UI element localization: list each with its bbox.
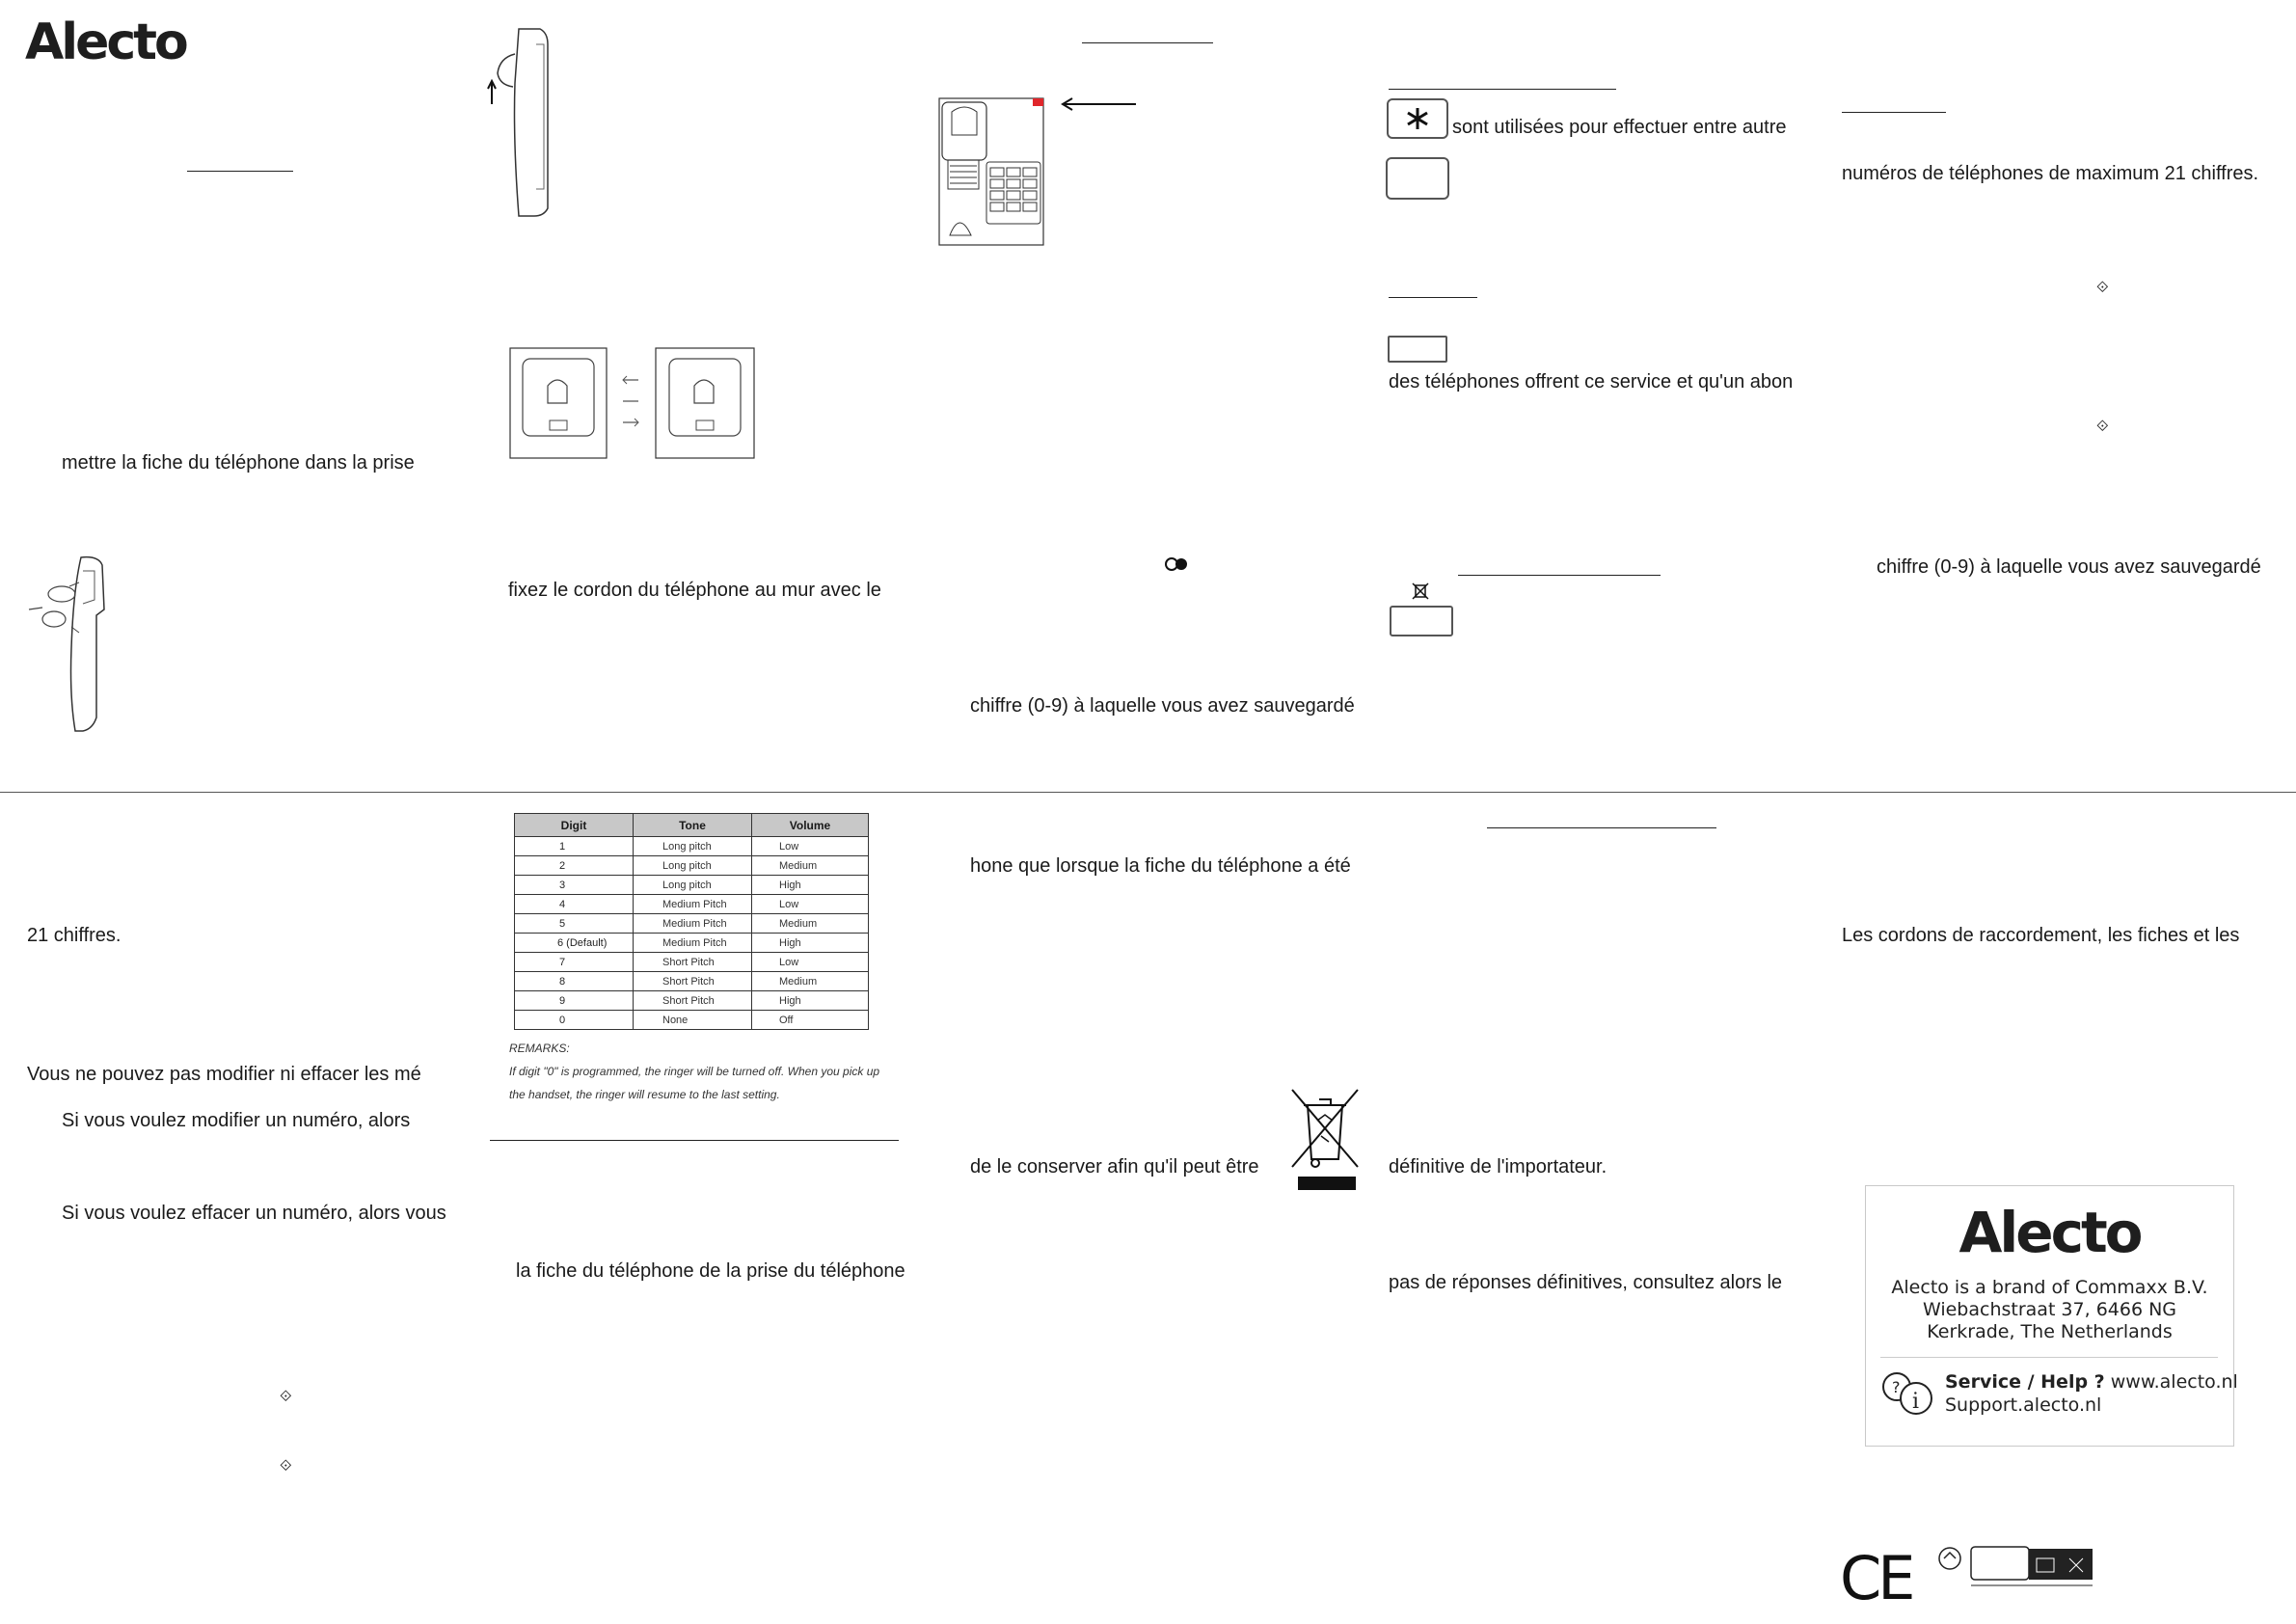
heading-rule [1082, 42, 1213, 43]
instruction-text: la fiche du téléphone de la prise du téléphone [516, 1260, 905, 1282]
table-cell: Medium Pitch [634, 895, 752, 914]
table-row [515, 1011, 869, 1030]
recycling-info-icon [1936, 1543, 2094, 1591]
table-remarks-text: the handset, the ringer will resume to the last setting. [509, 1088, 780, 1101]
heading-rule [1389, 297, 1477, 298]
instruction-text: fixez le cordon du téléphone au mur avec le [508, 580, 881, 601]
table-cell: High [752, 876, 869, 895]
svg-text:i: i [1912, 1390, 1920, 1414]
table-row [515, 972, 869, 991]
service-help-label: Service / Help ? [1945, 1371, 2105, 1393]
table-row [515, 953, 869, 972]
heading-rule [490, 1140, 899, 1141]
star-key-icon [1387, 98, 1448, 139]
table-cell: High [752, 991, 869, 1011]
table-cell: Medium Pitch [634, 934, 752, 953]
table-cell: Short Pitch [634, 953, 752, 972]
phone-front-illustration [938, 96, 1044, 247]
instruction-text: hone que lorsque la fiche du téléphone a été [970, 855, 1351, 877]
table-row [515, 991, 869, 1011]
table-row [515, 837, 869, 856]
table-cell: 7 [515, 953, 634, 972]
diamond-bullet-icon: ⟐ [2096, 419, 2109, 435]
table-cell: 3 [515, 876, 634, 895]
divider [1880, 1357, 2218, 1358]
table-cell: Long pitch [634, 837, 752, 856]
website-link[interactable]: www.alecto.nl [2110, 1371, 2238, 1393]
table-row [515, 934, 869, 953]
brand-logo: Alecto [25, 14, 186, 71]
ce-mark: CE [1840, 1543, 1912, 1613]
table-cell: High [752, 934, 869, 953]
table-cell: None [634, 1011, 752, 1030]
instruction-text: numéros de téléphones de maximum 21 chiffres. [1842, 163, 2259, 184]
mute-speaker-icon [1410, 581, 1431, 602]
brand-card-line: Kerkrade, The Netherlands [1927, 1321, 2173, 1342]
key-icon [1388, 336, 1447, 363]
table-header: Volume [752, 814, 869, 837]
table-cell: Medium [752, 856, 869, 876]
table-cell: Long pitch [634, 856, 752, 876]
instruction-text: sont utilisées pour effectuer entre autre [1452, 117, 1787, 138]
table-cell: Medium [752, 914, 869, 934]
led-indicator-icon [1163, 555, 1192, 573]
table-cell: 0 [515, 1011, 634, 1030]
brand-card-logo: Alecto [1958, 1200, 2141, 1265]
table-row [515, 895, 869, 914]
table-header: Digit [515, 814, 634, 837]
key-icon [1390, 606, 1453, 636]
brand-card-line: Wiebachstraat 37, 6466 NG [1922, 1299, 2177, 1320]
table-cell: 9 [515, 991, 634, 1011]
table-cell: 1 [515, 837, 634, 856]
heading-rule [1389, 89, 1616, 90]
table-cell: Medium Pitch [634, 914, 752, 934]
help-info-icon [1879, 1369, 1937, 1420]
table-row [515, 914, 869, 934]
table-cell: 6 (Default) [515, 934, 634, 953]
table-header: Tone [634, 814, 752, 837]
instruction-text: Les cordons de raccordement, les fiches et les [1842, 925, 2240, 946]
support-link[interactable]: Support.alecto.nl [1945, 1394, 2102, 1416]
instruction-text: mettre la fiche du téléphone dans la prise [62, 452, 415, 474]
phone-wall-mount-illustration [480, 25, 567, 218]
svg-text:?: ? [1892, 1378, 1901, 1396]
table-cell: 8 [515, 972, 634, 991]
table-cell: 5 [515, 914, 634, 934]
instruction-text: chiffre (0-9) à laquelle vous avez sauvegardé [970, 695, 1355, 717]
service-help-line [1945, 1371, 2238, 1393]
table-cell: Short Pitch [634, 991, 752, 1011]
table-cell: Medium [752, 972, 869, 991]
table-cell: 2 [515, 856, 634, 876]
key-icon [1386, 157, 1449, 200]
arrow-left-icon [1061, 96, 1138, 112]
table-remarks-text: If digit "0" is programmed, the ringer will be turned off. When you pick up [509, 1065, 880, 1078]
hook-reverse-illustration [509, 347, 756, 461]
heading-rule [1842, 112, 1946, 113]
heading-rule [1487, 827, 1716, 828]
instruction-text: Si vous voulez effacer un numéro, alors vous [62, 1203, 446, 1224]
instruction-text: des téléphones offrent ce service et qu'un abon [1389, 371, 1794, 392]
table-remarks-title: REMARKS: [509, 1042, 570, 1055]
heading-rule [1458, 575, 1661, 576]
instruction-text: de le conserver afin qu'il peut être [970, 1156, 1259, 1177]
diamond-bullet-icon: ⟐ [280, 1458, 292, 1475]
brand-card-line: Alecto is a brand of Commaxx B.V. [1891, 1277, 2208, 1298]
phone-side-illustration [23, 552, 120, 735]
brand-card [1865, 1185, 2238, 1447]
instruction-text: Si vous voulez modifier un numéro, alors [62, 1110, 411, 1131]
instruction-text: définitive de l'importateur. [1389, 1156, 1607, 1177]
weee-bin-icon [1286, 1086, 1364, 1192]
table-cell: Off [752, 1011, 869, 1030]
table-cell: Low [752, 837, 869, 856]
diamond-bullet-icon: ⟐ [2096, 280, 2109, 296]
table-cell: 4 [515, 895, 634, 914]
page-divider [0, 792, 2296, 793]
table-header-row [515, 814, 869, 837]
heading-rule [187, 171, 293, 172]
instruction-text: chiffre (0-9) à laquelle vous avez sauvegardé [1877, 556, 2261, 578]
table-cell: Short Pitch [634, 972, 752, 991]
ringer-tone-table [514, 813, 869, 1030]
instruction-text: Vous ne pouvez pas modifier ni effacer les mé [27, 1064, 421, 1085]
instruction-text: 21 chiffres. [27, 925, 122, 946]
table-cell: Long pitch [634, 876, 752, 895]
table-cell: Low [752, 953, 869, 972]
table-row [515, 856, 869, 876]
instruction-text: pas de réponses définitives, consultez alors le [1389, 1272, 1783, 1293]
diamond-bullet-icon: ⟐ [280, 1389, 292, 1405]
table-cell: Low [752, 895, 869, 914]
table-row [515, 876, 869, 895]
